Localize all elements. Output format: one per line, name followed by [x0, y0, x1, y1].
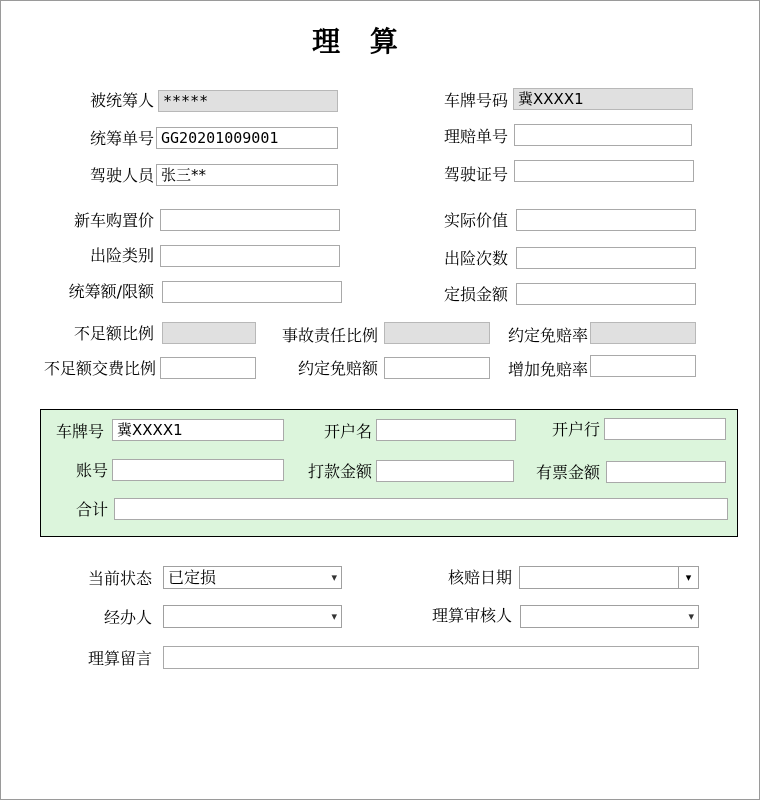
- pay-amount-label: 打款金额: [307, 462, 372, 481]
- claim-no-field[interactable]: [514, 124, 692, 146]
- verify-date-label: 核赔日期: [447, 568, 512, 587]
- accident-ratio-field[interactable]: [384, 322, 490, 344]
- message-field[interactable]: [163, 646, 699, 669]
- payment-plate-field[interactable]: 冀XXXX1: [112, 419, 284, 441]
- license-no-field[interactable]: [514, 160, 694, 182]
- pay-amount-field[interactable]: [376, 460, 514, 482]
- pool-limit-label: 统筹额/限额: [68, 282, 154, 301]
- verify-date-field[interactable]: [519, 566, 679, 589]
- account-name-label: 开户名: [323, 422, 372, 441]
- risk-type-label: 出险类别: [89, 246, 154, 265]
- extra-deduct-rate-field[interactable]: [590, 355, 696, 377]
- total-field[interactable]: [114, 498, 728, 520]
- bank-label: 开户行: [551, 420, 600, 439]
- account-no-label: 账号: [75, 461, 108, 480]
- total-label: 合计: [75, 500, 108, 519]
- page-title: 理 算: [312, 25, 408, 58]
- chevron-down-icon: ▾: [685, 571, 692, 584]
- status-label: 当前状态: [87, 569, 152, 588]
- under-ratio-label: 不足额比例: [73, 324, 154, 343]
- loss-amount-field[interactable]: [516, 283, 696, 305]
- under-ratio-field[interactable]: [162, 322, 256, 344]
- invoice-amount-field[interactable]: [606, 461, 726, 483]
- reviewer-select[interactable]: [520, 605, 699, 628]
- under-fee-ratio-label: 不足额交费比例: [43, 359, 156, 378]
- new-car-price-label: 新车购置价: [73, 211, 154, 230]
- account-name-field[interactable]: [376, 419, 516, 441]
- actual-value-label: 实际价值: [443, 211, 508, 230]
- message-label: 理算留言: [87, 649, 152, 668]
- agreed-deduct-rate-label: 约定免赔率: [507, 326, 588, 345]
- plate-field[interactable]: 冀XXXX1: [513, 88, 693, 110]
- license-no-label: 驾驶证号: [443, 165, 508, 184]
- agreed-deduct-amount-field[interactable]: [384, 357, 490, 379]
- agreed-deduct-rate-field[interactable]: [590, 322, 696, 344]
- bank-field[interactable]: [604, 418, 726, 440]
- chevron-down-icon: ▾: [331, 571, 337, 584]
- risk-type-field[interactable]: [160, 245, 340, 267]
- claim-no-label: 理赔单号: [443, 127, 508, 146]
- date-picker-button[interactable]: [678, 566, 699, 589]
- actual-value-field[interactable]: [516, 209, 696, 231]
- account-no-field[interactable]: [112, 459, 284, 481]
- pool-no-label: 统筹单号: [89, 129, 154, 148]
- risk-count-field[interactable]: [516, 247, 696, 269]
- chevron-down-icon: ▾: [688, 610, 694, 623]
- agreed-deduct-amount-label: 约定免赔额: [297, 359, 378, 378]
- insured-label: 被统筹人: [89, 91, 154, 110]
- handler-label: 经办人: [103, 608, 152, 627]
- new-car-price-field[interactable]: [160, 209, 340, 231]
- risk-count-label: 出险次数: [443, 249, 508, 268]
- accident-ratio-label: 事故责任比例: [281, 326, 378, 345]
- chevron-down-icon: ▾: [331, 610, 337, 623]
- under-fee-ratio-field[interactable]: [160, 357, 256, 379]
- driver-field[interactable]: 张三**: [156, 164, 338, 186]
- status-select[interactable]: [163, 566, 342, 589]
- insured-field[interactable]: *****: [158, 90, 338, 112]
- reviewer-label: 理算审核人: [431, 606, 512, 625]
- invoice-amount-label: 有票金额: [535, 463, 600, 482]
- payment-plate-label: 车牌号: [55, 422, 104, 441]
- handler-select[interactable]: [163, 605, 342, 628]
- loss-amount-label: 定损金额: [443, 285, 508, 304]
- status-select-value: 已定损: [168, 568, 217, 587]
- plate-label: 车牌号码: [443, 91, 508, 110]
- extra-deduct-rate-label: 增加免赔率: [507, 360, 588, 379]
- pool-no-field[interactable]: GG20201009001: [156, 127, 338, 149]
- pool-limit-field[interactable]: [162, 281, 342, 303]
- driver-label: 驾驶人员: [89, 166, 154, 185]
